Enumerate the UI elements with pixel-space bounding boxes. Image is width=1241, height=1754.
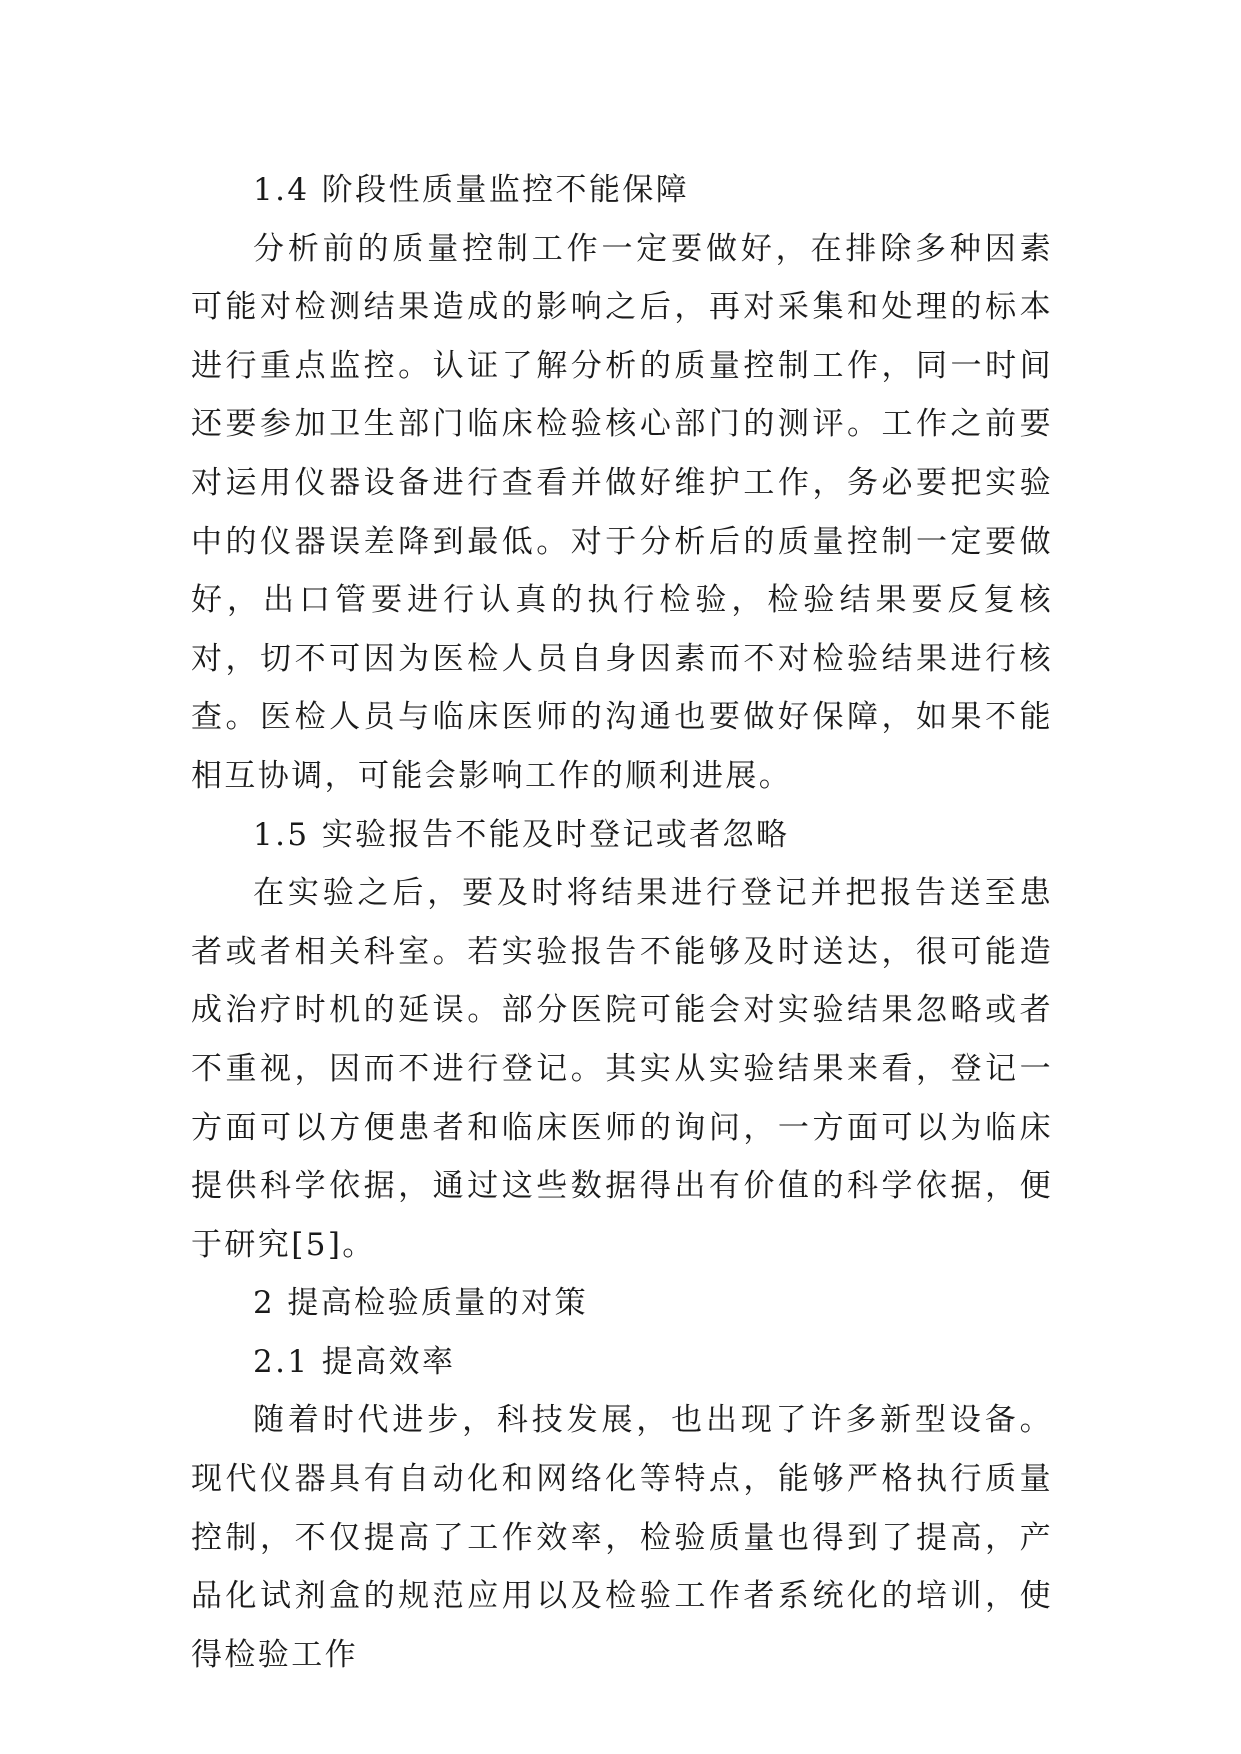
section-heading-2: 2 提高检验质量的对策 (253, 1285, 588, 1322)
document-body (191, 161, 1053, 1684)
paragraph-efficiency: 随着时代进步，科技发展，也出现了许多新型设备。现代仪器具有自动化和网络化等特点，能够严格执行质量控制，不仅提高了工作效率，检验质量也得到了提高，产品化试剂盒的规范应用以及检验工作者系统化的培训，使得检验工作 (191, 1402, 1053, 1673)
section-heading-1-4: 1.4 阶段性质量监控不能保障 (253, 172, 690, 208)
section-heading-1-5: 1.5 实验报告不能及时登记或者忽略 (253, 816, 790, 853)
paragraph-report-registration: 在实验之后，要及时将结果进行登记并把报告送至患者或者相关科室。若实验报告不能够及时送达，很可能造成治疗时机的延误。部分医院可能会对实验结果忽略或者不重视，因而不进行登记。其实从实验结果来看，登记一方面可以方便患者和临床医师的询问，一方面可以为临床提供科学依据，通过这些数据得出有价值的科学依据，便于研究[5]。 (191, 875, 1053, 1263)
paragraph-quality-control: 分析前的质量控制工作一定要做好，在排除多种因素可能对检测结果造成的影响之后，再对采集和处理的标本进行重点监控。认证了解分析的质量控制工作，同一时间还要参加卫生部门临床检验核心部门的测评。工作之前要对运用仪器设备进行查看并做好维护工作，务必要把实验中的仪器误差降到最低。对于分析后的质量控制一定要做好，出口管要进行认真的执行检验，检验结果要反复核对，切不可因为医检人员自身因素而不对检验结果进行核查。医检人员与临床医师的沟通也要做好保障，如果不能相互协调，可能会影响工作的顺利进展。 (191, 230, 1053, 794)
section-heading-2-1: 2.1 提高效率 (253, 1343, 456, 1380)
